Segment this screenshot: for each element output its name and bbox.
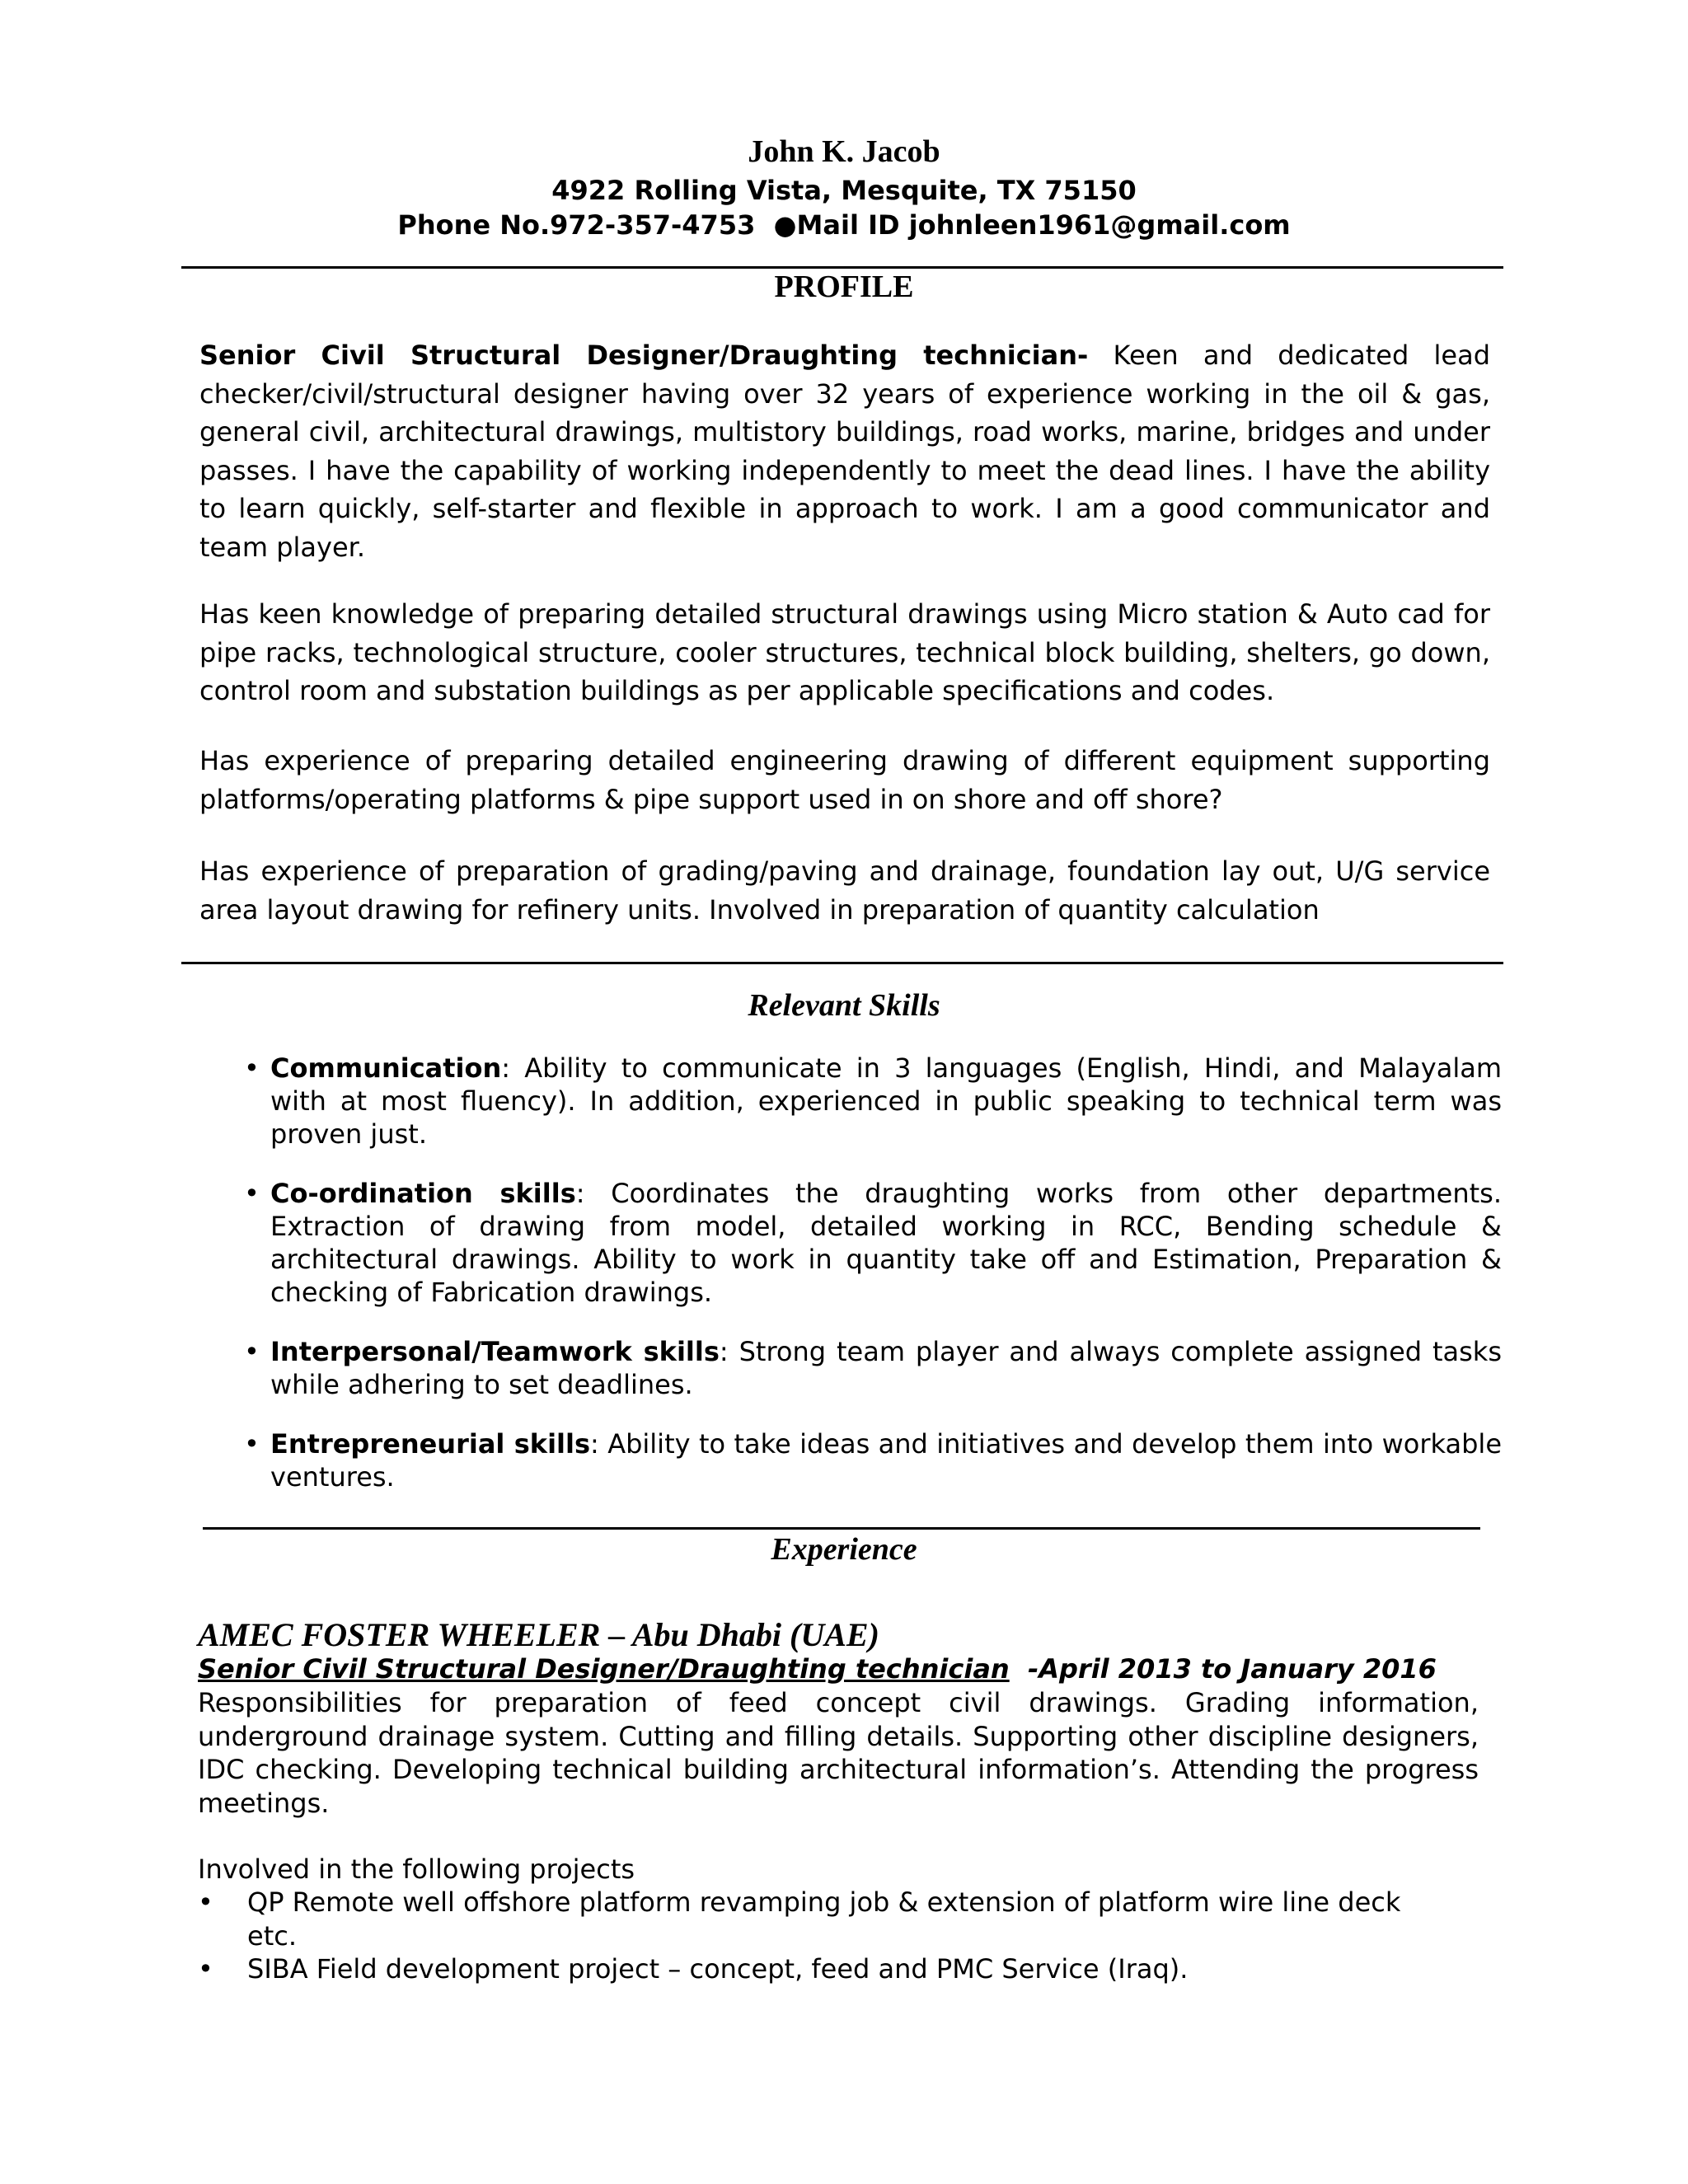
bullet-icon: •	[244, 1336, 260, 1367]
skill-label: Interpersonal/Teamwork skills	[270, 1336, 720, 1367]
profile-lead-title: Senior Civil Structural Designer/Draughting technician-	[199, 340, 1089, 371]
skill-item	[244, 1427, 1503, 1493]
skill-item	[244, 1335, 1503, 1401]
project-item	[198, 1952, 1451, 1986]
project-item	[198, 1886, 1451, 1952]
projects-list	[198, 1886, 1451, 1986]
bullet-icon: •	[198, 1886, 213, 1918]
job-title: Senior Civil Structural Designer/Draughting technician	[198, 1653, 1010, 1685]
skill-text: : Strong team player and always complete assigned tasks while adhering to set deadlines.	[270, 1336, 1503, 1400]
bullet-icon: •	[198, 1953, 213, 1985]
project-text: QP Remote well offshore platform revamping job & extension of platform wire line deck etc.	[247, 1886, 1401, 1952]
skill-text: : Ability to take ideas and initiatives and develop them into workable ventures.	[270, 1428, 1503, 1493]
job-dates: -April 2013 to January 2016	[1009, 1653, 1437, 1685]
divider	[181, 962, 1503, 964]
profile-lead-text: Keen and dedicated lead checker/civil/structural designer having over 32 years of experience working in the oil & gas, general civil, architectural drawings, multistory buildings, road works, marine, bridges and under passes. I have the capability of working independently to meet the dead lines. I have the ability to learn quickly, self-starter and flexible in approach to work. I am a good communicator and team player.	[199, 340, 1491, 563]
profile-paragraph-2: Has keen knowledge of preparing detailed structural drawings using Micro station & Auto cad for pipe racks, technological structure, cooler structures, technical block building, shelters, go down, control room and substation buildings as per applicable specifications and codes.	[199, 598, 1490, 706]
candidate-name: John K. Jacob	[748, 134, 940, 169]
skill-label: Communication	[270, 1052, 502, 1084]
bullet-icon: •	[244, 1178, 260, 1209]
company-name: AMEC FOSTER WHEELER – Abu Dhabi (UAE)	[198, 1616, 879, 1653]
project-text: SIBA Field development project – concept, feed and PMC Service (Iraq).	[247, 1953, 1189, 1985]
skills-list	[244, 1052, 1503, 1520]
skill-item	[244, 1177, 1503, 1309]
job-responsibilities: Responsibilities for preparation of feed concept civil drawings. Grading information, underground drainage system. Cutting and filling details. Supporting other discipline designers, IDC checking. Developing technical building architectural information’s. Attending the progress meetings.	[198, 1687, 1479, 1819]
job-role	[198, 1653, 1437, 1685]
profile-heading: PROFILE	[774, 269, 914, 304]
contact-line: Phone No.972-357-4753 ●Mail ID johnleen1961@gmail.com	[397, 209, 1291, 241]
projects-intro: Involved in the following projects	[198, 1854, 635, 1885]
bullet-icon: •	[244, 1052, 260, 1084]
profile-paragraph-3: Has experience of preparing detailed engineering drawing of different equipment supporting platforms/operating platforms & pipe support used in on shore and off shore?	[199, 745, 1490, 815]
skills-heading: Relevant Skills	[748, 988, 940, 1023]
divider	[203, 1527, 1480, 1530]
skill-text: : Coordinates the draughting works from other departments. Extraction of drawing from model, detailed working in RCC, Bending schedule & architectural drawings. Ability to work in quantity take off and Estimation, Preparation & checking of Fabrication drawings.	[270, 1178, 1503, 1308]
bullet-icon: •	[244, 1428, 260, 1460]
address: 4922 Rolling Vista, Mesquite, TX 75150	[551, 175, 1137, 206]
skill-text: : Ability to communicate in 3 languages (English, Hindi, and Malayalam with at most fluency). In addition, experienced in public speaking to technical term was proven just.	[270, 1052, 1502, 1150]
profile-summary	[199, 336, 1490, 566]
skill-label: Co-ordination skills	[270, 1178, 576, 1209]
skill-item	[244, 1052, 1502, 1151]
experience-heading: Experience	[771, 1532, 917, 1567]
skill-label: Entrepreneurial skills	[270, 1428, 591, 1460]
profile-paragraph-4: Has experience of preparation of grading/paving and drainage, foundation lay out, U/G service area layout drawing for refinery units. Involved in preparation of quantity calculation	[199, 855, 1490, 926]
